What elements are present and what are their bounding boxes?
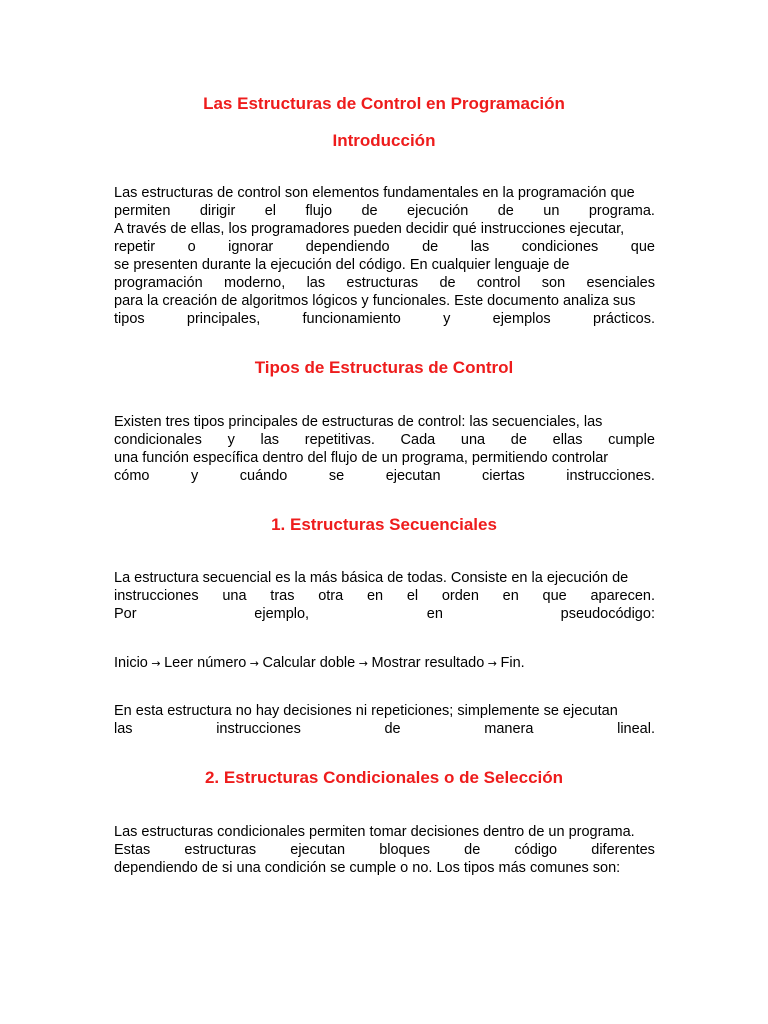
word: el [406,588,419,604]
word: ciertas [482,468,525,484]
arrow-right-icon: → [246,657,263,670]
pseudocode-step: Inicio [114,655,148,671]
text-line [114,310,655,328]
section-heading-introduccion: Introducción [332,131,436,150]
word: de [384,721,401,737]
text-line: dependiendo de si una condición se cumple o no. Los tipos más comunes son: [114,860,621,876]
text-line: Las estructuras de control son elementos fundamentales en la programación que [114,185,635,201]
word: bloques [379,842,430,858]
word: otra [318,588,344,604]
word: una [460,432,486,448]
document-title: Las Estructuras de Control en Programación [203,94,565,113]
word: ellas [552,432,583,448]
section-heading-condicionales: 2. Estructuras Condicionales o de Selección [204,768,564,787]
word: que [542,588,567,604]
text-line [114,431,655,449]
text-line [114,467,655,485]
word: dependiendo [305,239,390,255]
word: de [361,203,378,219]
word: Estas [114,842,151,858]
word: en [502,588,519,604]
word: y [443,311,451,327]
word: condiciones [521,239,599,255]
word: programa. [588,203,655,219]
word: de [510,432,527,448]
word: y [190,468,199,484]
word: Por [114,606,137,622]
text-line [114,841,655,859]
word: repetir [114,239,156,255]
word: son [541,275,566,291]
text-line: En esta estructura no hay decisiones ni repeticiones; simplemente se ejecutan [114,703,618,719]
word: aparecen. [590,588,655,604]
pseudocode-step: Mostrar resultado [371,655,485,671]
word: una [222,588,247,604]
word: tras [270,588,295,604]
word: y [227,432,235,448]
conditional-paragraph [114,823,655,877]
word: en [366,588,384,604]
intro-paragraph [114,184,655,328]
pseudocode-example [114,654,655,672]
word: se [328,468,345,484]
word: ejemplos [492,311,551,327]
word: cuándo [239,468,288,484]
word: prácticos. [592,311,655,327]
word: flujo [305,203,333,219]
word: orden [441,588,479,604]
text-line [114,720,655,738]
word: funcionamiento [302,311,401,327]
word: Cada [400,432,436,448]
word: dirigir [199,203,236,219]
word: las [470,239,490,255]
word: o [187,239,196,255]
word: de [497,203,514,219]
word: de [464,842,481,858]
word: código [514,842,558,858]
text-line [114,605,655,623]
pseudocode-step: Leer número [164,655,247,671]
word: manera [484,721,534,737]
word: un [543,203,560,219]
word: cómo [114,468,150,484]
word: ejecutan [385,468,441,484]
word: diferentes [591,842,655,858]
word: de [439,275,456,291]
word: permiten [114,203,171,219]
section-heading-secuenciales: 1. Estructuras Secuenciales [271,515,497,534]
text-line: A través de ellas, los programadores pueden decidir qué instrucciones ejecutar, [114,221,625,237]
pseudocode-step: Calcular doble [262,655,356,671]
word: esenciales [586,275,655,291]
word: condicionales [114,432,202,448]
word: que [630,239,655,255]
pseudocode-line [114,654,655,672]
word: instrucciones. [566,468,655,484]
text-line: se presenten durante la ejecución del código. En cualquier lenguaje de [114,257,570,273]
section-heading-tipos: Tipos de Estructuras de Control [254,358,514,377]
text-line: una función específica dentro del flujo de un programa, permitiendo controlar [114,450,609,466]
text-line [114,202,655,220]
pseudocode-step: Fin. [500,655,525,671]
word: las [306,275,326,291]
text-line: Las estructuras condicionales permiten tomar decisiones dentro de un programa. [114,824,635,840]
types-paragraph [114,413,655,485]
arrow-right-icon: → [147,657,165,670]
arrow-right-icon: → [484,657,501,670]
word: ejecución [407,203,469,219]
text-line [114,274,655,292]
sequential-paragraph [114,569,655,623]
text-line: para la creación de algoritmos lógicos y funcionales. Este documento analiza sus [114,293,636,309]
word: las [260,432,280,448]
word: principales, [186,311,261,327]
word: ejemplo, [254,606,310,622]
text-line: Existen tres tipos principales de estructuras de control: las secuenciales, las [114,414,603,430]
word: instrucciones [114,588,199,604]
word: cumple [608,432,655,448]
word: estructuras [346,275,419,291]
word: lineal. [617,721,655,737]
text-line [114,587,655,605]
word: moderno, [223,275,286,291]
word: repetitivas. [304,432,375,448]
text-line [114,238,655,256]
word: el [264,203,277,219]
word: programación [114,275,203,291]
word: estructuras [184,842,257,858]
word: ignorar [228,239,274,255]
word: ejecutan [290,842,346,858]
word: control [476,275,521,291]
arrow-right-icon: → [355,657,372,670]
word: de [422,239,439,255]
word: las [114,721,133,737]
word: tipos [114,311,145,327]
word: pseudocódigo: [560,606,655,622]
word: instrucciones [216,721,301,737]
word: en [426,606,443,622]
text-line: La estructura secuencial es la más básica de todas. Consiste en la ejecución de [114,570,629,586]
sequential-note-paragraph [114,702,655,738]
